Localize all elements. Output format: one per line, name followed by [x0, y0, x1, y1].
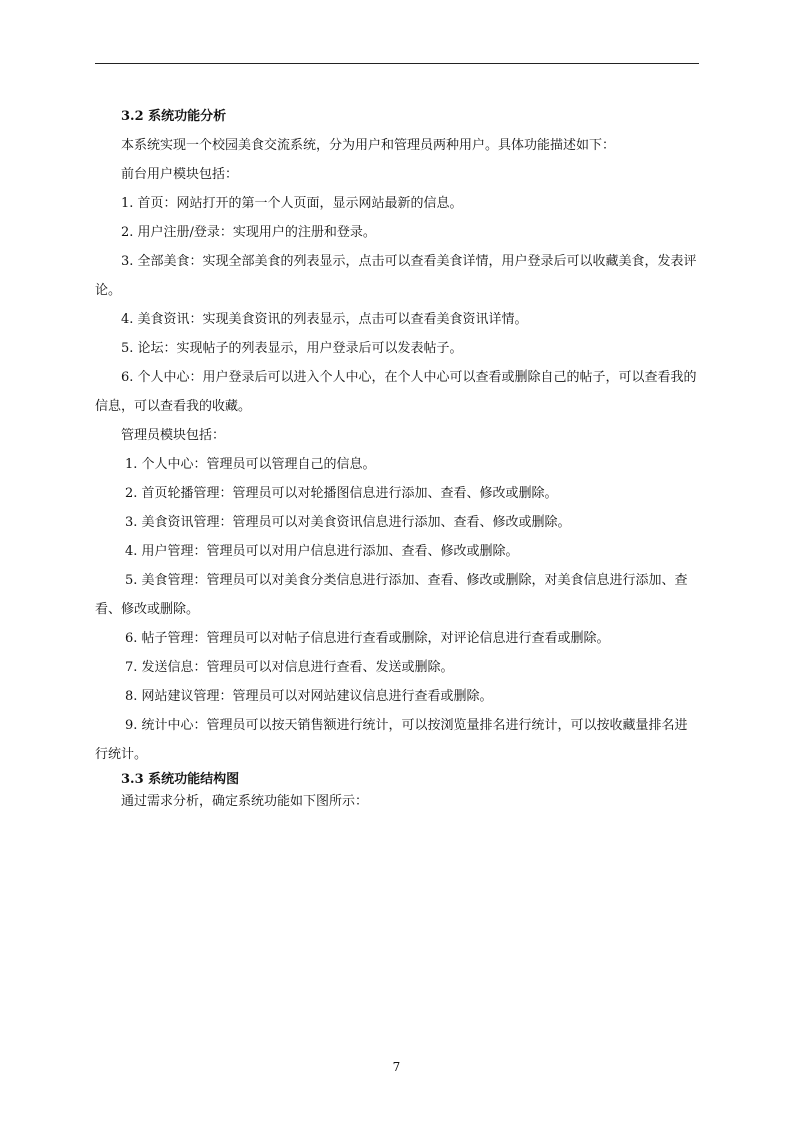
front-item: 4. 美食资讯：实现美食资讯的列表显示，点击可以查看美食资讯详情。 — [121, 312, 528, 327]
front-item: 1. 首页：网站打开的第一个人页面，显示网站最新的信息。 — [121, 196, 463, 211]
document-body — [95, 102, 699, 813]
front-item: 2. 用户注册/登录：实现用户的注册和登录。 — [121, 225, 376, 240]
admin-item: 6. 帖子管理：管理员可以对帖子信息进行查看或删除，对评论信息进行查看或删除。 — [125, 631, 610, 646]
admin-item: 5. 美食管理：管理员可以对美食分类信息进行添加、查看、修改或删除，对美食信息进行添加、查看、修改或删除。 — [95, 573, 688, 617]
admin-item: 8. 网站建议管理：管理员可以对网站建议信息进行查看或删除。 — [125, 689, 493, 704]
admin-item: 9. 统计中心：管理员可以按天销售额进行统计，可以按浏览量排名进行统计，可以按收藏量排名进行统计。 — [95, 718, 688, 762]
header-rule — [95, 63, 699, 64]
front-item: 6. 个人中心：用户登录后可以进入个人中心，在个人中心可以查看或删除自己的帖子，可以查看我的信息，可以查看我的收藏。 — [95, 370, 697, 414]
admin-item: 4. 用户管理：管理员可以对用户信息进行添加、查看、修改或删除。 — [125, 544, 519, 559]
admin-module-title: 管理员模块包括： — [121, 428, 226, 443]
front-item: 5. 论坛：实现帖子的列表显示，用户登录后可以发表帖子。 — [121, 341, 463, 356]
intro-paragraph: 本系统实现一个校园美食交流系统，分为用户和管理员两种用户。具体功能描述如下： — [121, 138, 616, 153]
section-3-3-text: 通过需求分析，确定系统功能如下图所示： — [121, 794, 369, 809]
admin-item: 7. 发送信息：管理员可以对信息进行查看、发送或删除。 — [125, 660, 454, 675]
admin-item: 3. 美食资讯管理：管理员可以对美食资讯信息进行添加、查看、修改或删除。 — [125, 515, 571, 530]
admin-item: 1. 个人中心：管理员可以管理自己的信息。 — [125, 457, 376, 472]
front-module-title: 前台用户模块包括： — [121, 167, 239, 182]
section-heading-3-2: 3.2 系统功能分析 — [121, 109, 227, 124]
page-number: 7 — [392, 1060, 401, 1074]
admin-item: 2. 首页轮播管理：管理员可以对轮播图信息进行添加、查看、修改或删除。 — [125, 486, 558, 501]
front-item: 3. 全部美食：实现全部美食的列表显示，点击可以查看美食详情，用户登录后可以收藏美食，发表评论。 — [95, 254, 697, 298]
section-heading-3-3: 3.3 系统功能结构图 — [121, 772, 240, 787]
